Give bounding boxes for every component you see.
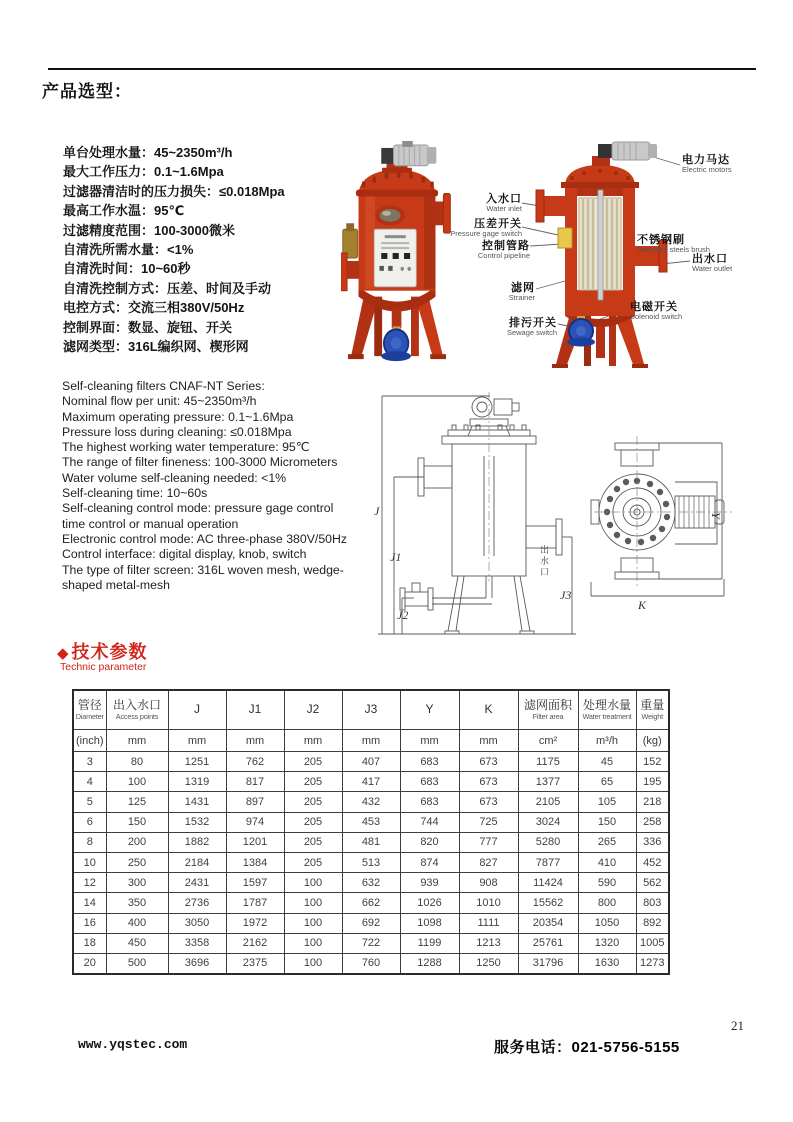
spec-line-en: Electronic control mode: AC three-phase 380V/50Hz — [62, 531, 348, 546]
page-number: 21 — [731, 1018, 744, 1033]
spec-line-en: Control interface: digital display, knob, switch — [62, 547, 307, 562]
unit-cell: mm — [342, 730, 400, 752]
table-cell: 205 — [284, 772, 342, 792]
table-cell: 1384 — [226, 852, 284, 872]
table-cell: 6 — [73, 812, 106, 832]
table-cell: 1273 — [636, 953, 669, 974]
spec-line-cn: 自清洗所需水量：<1% — [63, 242, 194, 258]
unit-cell: m³/h — [578, 730, 636, 752]
column-header — [226, 690, 284, 730]
section-heading-en: Technic parameter — [60, 661, 147, 673]
diamond-icon: ◆ — [57, 645, 70, 662]
table-cell: 3050 — [168, 913, 226, 933]
table-row — [73, 852, 669, 872]
callout-sewage-switch: 排污开关 Sewage switch — [506, 317, 557, 338]
spec-line-cn: 最高工作水温：95℃ — [63, 203, 185, 219]
table-cell: 5 — [73, 792, 106, 812]
table-cell: 683 — [400, 792, 459, 812]
table-cell: 150 — [106, 812, 168, 832]
spec-line-cn: 过滤精度范围：100-3000微米 — [63, 222, 235, 238]
spec-line-en: shaped metal-mesh — [62, 577, 170, 592]
column-header-en: Water treatment — [582, 712, 632, 722]
table-cell: 400 — [106, 913, 168, 933]
table-cell: 350 — [106, 893, 168, 913]
table-cell: 908 — [459, 873, 518, 893]
table-cell: 762 — [226, 752, 284, 772]
callout-stainless-brush: 不锈钢刷 Stainless steels brush — [637, 234, 710, 255]
column-header — [342, 690, 400, 730]
table-cell: 2375 — [226, 953, 284, 974]
table-cell: 2431 — [168, 873, 226, 893]
table-cell: 562 — [636, 873, 669, 893]
table-cell: 258 — [636, 812, 669, 832]
table-cell: 205 — [284, 752, 342, 772]
table-cell: 1288 — [400, 953, 459, 974]
column-header-cn: 处理水量 — [582, 697, 631, 712]
spec-line-cn: 自清洗时间：10~60秒 — [63, 261, 191, 277]
table-cell: 1787 — [226, 893, 284, 913]
table-cell: 1050 — [578, 913, 636, 933]
unit-cell: mm — [284, 730, 342, 752]
table-cell: 25761 — [518, 933, 578, 953]
table-cell: 1431 — [168, 792, 226, 812]
table-cell: 205 — [284, 792, 342, 812]
column-header — [168, 690, 226, 730]
table-cell: 897 — [226, 792, 284, 812]
column-header-cn: J1 — [248, 702, 262, 717]
unit-cell: mm — [168, 730, 226, 752]
spec-line-en: The range of filter fineness: 100-3000 Micrometers — [62, 455, 338, 470]
column-header-cn: 管径 — [77, 697, 102, 712]
table-cell: 1250 — [459, 953, 518, 974]
spec-line-en: The highest working water temperature: 95℃ — [62, 440, 310, 455]
spec-line-en: Maximum operating pressure: 0.1~1.6Mpa — [62, 409, 294, 424]
table-cell: 3358 — [168, 933, 226, 953]
table-cell: 31796 — [518, 953, 578, 974]
table-cell: 100 — [284, 873, 342, 893]
table-cell: 673 — [459, 752, 518, 772]
spec-line-en: Self-cleaning time: 10~60s — [62, 486, 208, 501]
unit-cell: mm — [226, 730, 284, 752]
spec-line-cn: 滤网类型：316L编织网、楔形网 — [63, 339, 249, 355]
table-cell: 2162 — [226, 933, 284, 953]
table-cell: 3 — [73, 752, 106, 772]
table-cell: 481 — [342, 832, 400, 852]
table-cell: 20354 — [518, 913, 578, 933]
table-cell: 18 — [73, 933, 106, 953]
table-cell: 1882 — [168, 832, 226, 852]
table-cell: 200 — [106, 832, 168, 852]
table-cell: 218 — [636, 792, 669, 812]
table-cell: 336 — [636, 832, 669, 852]
table-cell: 725 — [459, 812, 518, 832]
parameter-table — [72, 689, 670, 975]
table-cell: 1630 — [578, 953, 636, 974]
table-cell: 1972 — [226, 913, 284, 933]
table-cell: 1532 — [168, 812, 226, 832]
table-cell: 820 — [400, 832, 459, 852]
table-cell: 1319 — [168, 772, 226, 792]
table-cell: 939 — [400, 873, 459, 893]
table-cell: 974 — [226, 812, 284, 832]
dim-label-y: Y — [708, 512, 723, 519]
dim-label-outlet: 出水口 — [539, 545, 549, 578]
table-cell: 432 — [342, 792, 400, 812]
callout-water-inlet: 入水口 Water inlet — [486, 193, 522, 214]
section-heading-cn: 技术参数 — [71, 642, 148, 662]
table-cell: 450 — [106, 933, 168, 953]
table-cell: 1010 — [459, 893, 518, 913]
table-cell: 1201 — [226, 832, 284, 852]
column-header — [400, 690, 459, 730]
table-cell: 744 — [400, 812, 459, 832]
column-header-cn: Y — [425, 702, 434, 717]
spec-line-cn: 单台处理水量：45~2350m³/h — [63, 145, 233, 160]
table-cell: 892 — [636, 913, 669, 933]
table-cell: 2184 — [168, 852, 226, 872]
column-header-cn: 出入水口 — [112, 697, 161, 712]
table-cell: 195 — [636, 772, 669, 792]
table-cell: 800 — [578, 893, 636, 913]
table-cell: 100 — [284, 893, 342, 913]
table-row — [73, 772, 669, 792]
table-cell: 7877 — [518, 852, 578, 872]
table-cell: 1251 — [168, 752, 226, 772]
spec-line-cn: 电控方式：交流三相380V/50Hz — [63, 300, 245, 316]
table-cell: 265 — [578, 832, 636, 852]
dim-label-k: K — [638, 598, 647, 612]
table-cell: 100 — [106, 772, 168, 792]
spec-line-cn: 自清洗控制方式：压差、时间及手动 — [63, 280, 272, 296]
table-cell: 874 — [400, 852, 459, 872]
unit-cell: mm — [106, 730, 168, 752]
table-cell: 590 — [578, 873, 636, 893]
table-cell: 3024 — [518, 812, 578, 832]
table-cell: 500 — [106, 953, 168, 974]
table-cell: 513 — [342, 852, 400, 872]
table-cell: 15562 — [518, 893, 578, 913]
table-cell: 14 — [73, 893, 106, 913]
column-header-en: Diameter — [75, 712, 104, 722]
table-cell: 817 — [226, 772, 284, 792]
table-row — [73, 913, 669, 933]
column-header-en: Weight — [641, 712, 663, 722]
table-cell: 105 — [578, 792, 636, 812]
unit-cell: mm — [400, 730, 459, 752]
table-cell: 410 — [578, 852, 636, 872]
table-cell: 80 — [106, 752, 168, 772]
table-cell: 1377 — [518, 772, 578, 792]
spec-line-en: The type of filter screen: 316L woven mesh, wedge- — [62, 562, 344, 577]
table-cell: 1213 — [459, 933, 518, 953]
column-header — [518, 690, 578, 730]
table-cell: 417 — [342, 772, 400, 792]
table-cell: 632 — [342, 873, 400, 893]
table-cell: 100 — [284, 953, 342, 974]
dim-label-j1: J1 — [390, 550, 402, 564]
spec-line-cn: 过滤器清洁时的压力损失：≤0.018Mpa — [63, 183, 285, 199]
table-cell: 1175 — [518, 752, 578, 772]
table-cell: 453 — [342, 812, 400, 832]
table-cell: 1111 — [459, 913, 518, 933]
table-cell: 300 — [106, 873, 168, 893]
table-cell: 3696 — [168, 953, 226, 974]
column-header-en: Filter area — [532, 712, 564, 722]
table-cell: 100 — [284, 913, 342, 933]
table-header-row — [73, 690, 669, 730]
unit-cell: (kg) — [636, 730, 669, 752]
spec-line-en: Nominal flow per unit: 45~2350m³/h — [62, 394, 257, 409]
table-cell: 662 — [342, 893, 400, 913]
dim-label-j: J — [374, 504, 380, 518]
table-cell: 65 — [578, 772, 636, 792]
dim-label-j2: J2 — [397, 608, 409, 622]
column-header-cn: J3 — [364, 702, 378, 717]
spec-line-en: time control or manual operation — [62, 516, 239, 531]
table-cell: 205 — [284, 812, 342, 832]
table-cell: 5280 — [518, 832, 578, 852]
table-cell: 407 — [342, 752, 400, 772]
spec-line-en: Self-cleaning filters CNAF-NT Series: — [62, 379, 265, 393]
spec-line-en: Water volume self-cleaning needed: <1% — [62, 470, 287, 485]
table-cell: 1098 — [400, 913, 459, 933]
table-cell: 152 — [636, 752, 669, 772]
table-row — [73, 812, 669, 832]
column-header-cn: 滤网面积 — [523, 697, 572, 712]
table-cell: 125 — [106, 792, 168, 812]
callout-strainer: 滤网 Strainer — [508, 282, 535, 303]
page-title: 产品选型： — [42, 82, 132, 101]
callout-solenoid-switch: 电磁开关 Solenoid switch — [630, 301, 683, 322]
table-row — [73, 752, 669, 772]
table-cell: 673 — [459, 792, 518, 812]
table-cell: 2105 — [518, 792, 578, 812]
filter-product-image — [341, 140, 453, 370]
column-header — [578, 690, 636, 730]
unit-cell: mm — [459, 730, 518, 752]
table-units-row — [73, 730, 669, 752]
table-cell: 250 — [106, 852, 168, 872]
specs-list-en — [62, 379, 392, 593]
table-cell: 1005 — [636, 933, 669, 953]
table-cell: 760 — [342, 953, 400, 974]
table-row — [73, 792, 669, 812]
column-header-cn: J2 — [306, 702, 320, 717]
spec-line-cn: 最大工作压力：0.1~1.6Mpa — [63, 164, 224, 180]
table-cell: 45 — [578, 752, 636, 772]
column-header — [636, 690, 669, 730]
callout-control-pipeline: 控制管路 Control pipeline — [477, 240, 530, 261]
callout-pressure-gage-switch: 压差开关 Pressure gage switch — [450, 218, 522, 239]
top-rule — [48, 68, 756, 70]
table-cell: 683 — [400, 772, 459, 792]
table-row — [73, 933, 669, 953]
table-cell: 150 — [578, 812, 636, 832]
table-cell: 452 — [636, 852, 669, 872]
footer-website: www.yqstec.com — [78, 1037, 188, 1052]
table-cell: 20 — [73, 953, 106, 974]
table-cell: 16 — [73, 913, 106, 933]
column-header-cn: 重量 — [640, 697, 665, 712]
table-cell: 205 — [284, 852, 342, 872]
table-cell: 722 — [342, 933, 400, 953]
callout-water-outlet: 出水口 Water outlet — [692, 253, 733, 274]
table-cell: 205 — [284, 832, 342, 852]
column-header — [459, 690, 518, 730]
table-cell: 4 — [73, 772, 106, 792]
footer-service-phone: 服务电话：021-5756-5155 — [494, 1039, 680, 1056]
table-cell: 803 — [636, 893, 669, 913]
column-header — [73, 690, 106, 730]
table-cell: 1199 — [400, 933, 459, 953]
table-cell: 10 — [73, 852, 106, 872]
spec-line-cn: 控制界面：数显、旋钮、开关 — [63, 319, 233, 335]
table-row — [73, 953, 669, 974]
table-cell: 827 — [459, 852, 518, 872]
table-cell: 683 — [400, 752, 459, 772]
table-cell: 100 — [284, 933, 342, 953]
table-cell: 2736 — [168, 893, 226, 913]
spec-line-en: Self-cleaning control mode: pressure gage control — [62, 501, 334, 516]
table-cell: 1597 — [226, 873, 284, 893]
table-cell: 673 — [459, 772, 518, 792]
specs-list-cn — [63, 143, 353, 356]
table-cell: 692 — [342, 913, 400, 933]
table-cell: 1320 — [578, 933, 636, 953]
column-header — [284, 690, 342, 730]
table-row — [73, 832, 669, 852]
table-row — [73, 873, 669, 893]
column-header-en: Access points — [115, 712, 159, 722]
table-cell: 11424 — [518, 873, 578, 893]
table-cell: 1026 — [400, 893, 459, 913]
column-header — [106, 690, 168, 730]
unit-cell: (inch) — [73, 730, 106, 752]
table-cell: 8 — [73, 832, 106, 852]
table-cell: 777 — [459, 832, 518, 852]
dim-label-j3: J3 — [560, 588, 572, 602]
table-row — [73, 893, 669, 913]
unit-cell: cm² — [518, 730, 578, 752]
callout-electric-motors: 电力马达 Electric motors — [682, 154, 732, 175]
column-header-cn: K — [484, 702, 493, 717]
column-header-cn: J — [194, 702, 200, 717]
spec-line-en: Pressure loss during cleaning: ≤0.018Mpa — [62, 424, 292, 439]
table-cell: 12 — [73, 873, 106, 893]
